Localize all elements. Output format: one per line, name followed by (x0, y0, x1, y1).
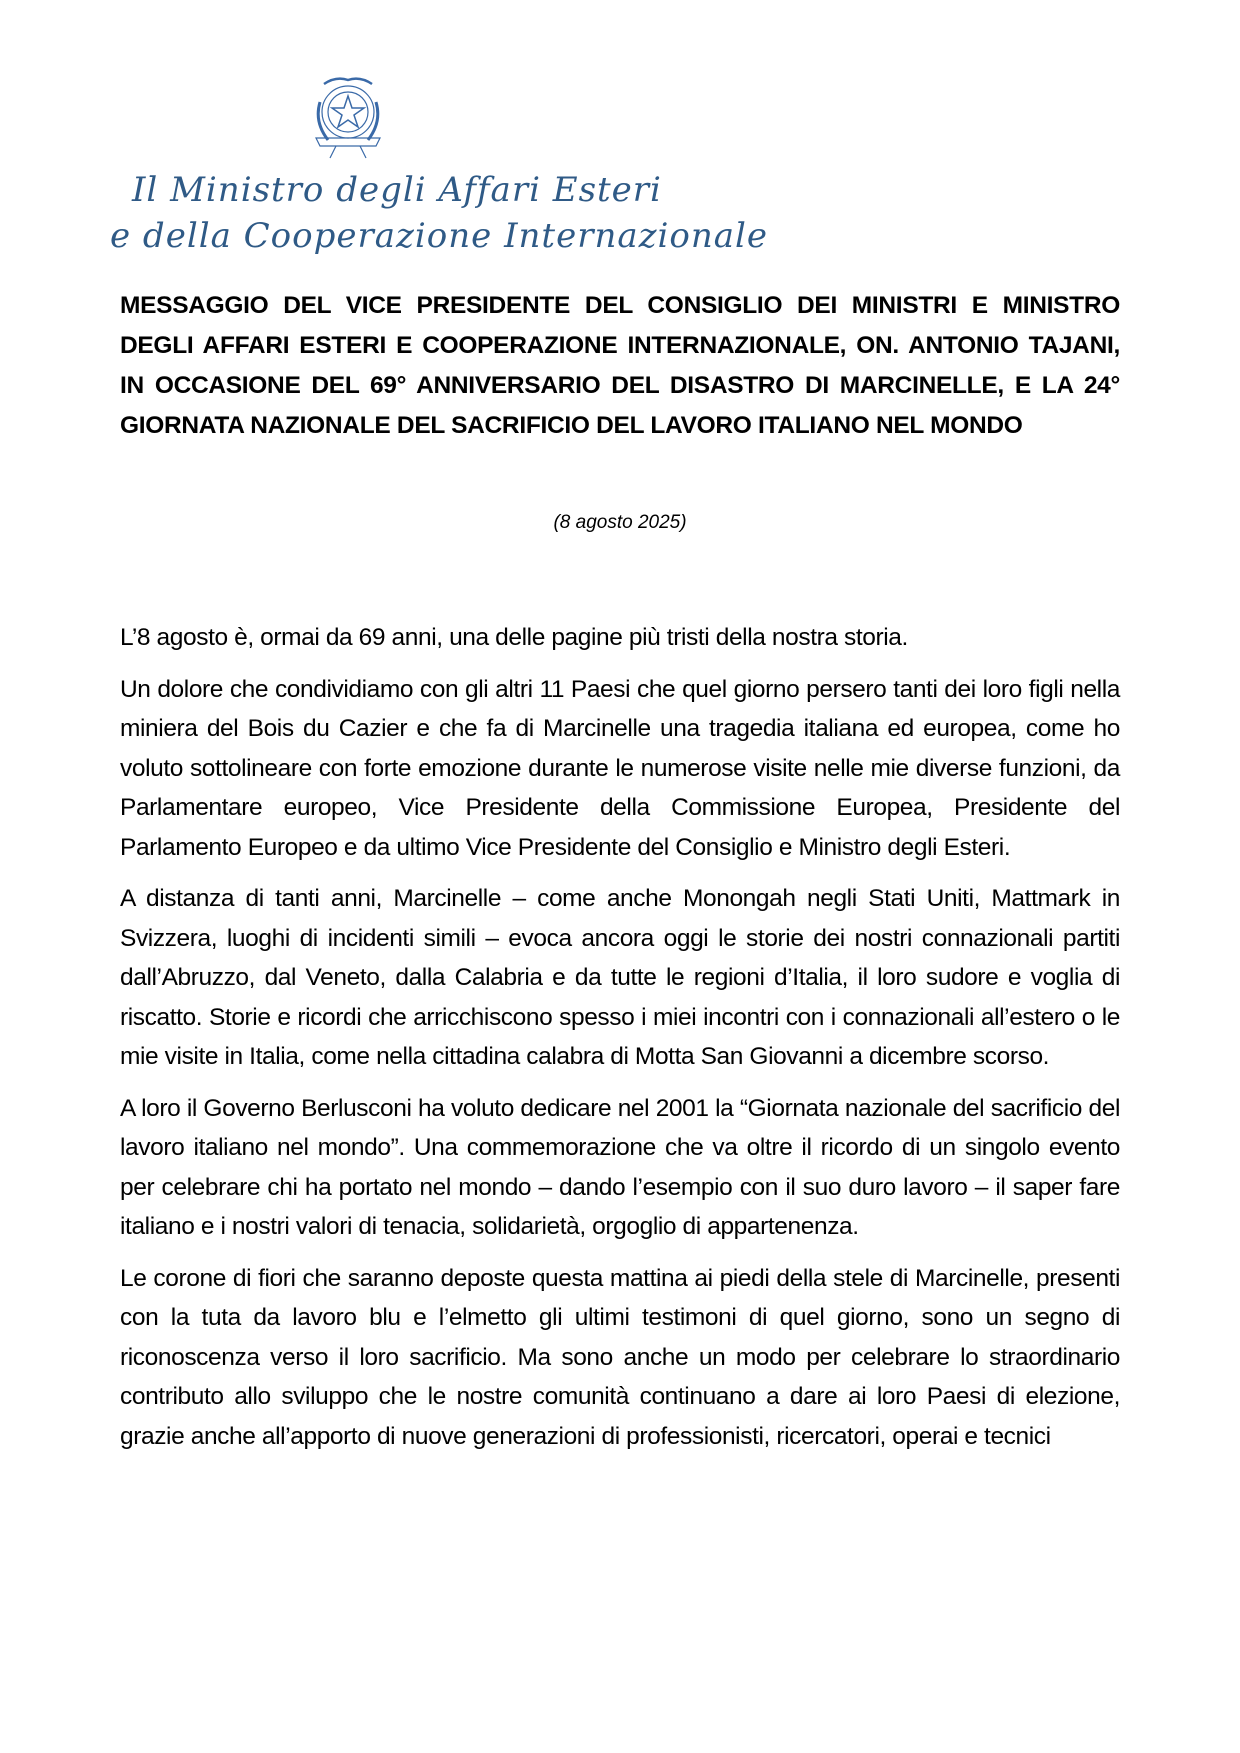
paragraph: A loro il Governo Berlusconi ha voluto dedicare nel 2001 la “Giornata nazionale del sacrificio del lavoro italiano nel mondo”. Una commemorazione che va oltre il ricordo di un singolo evento per celebrare chi ha portato nel mondo – dando l’esempio con il suo duro lavoro – il saper fare italiano e i nostri valori di tenacia, solidarietà, orgoglio di appartenenza. (120, 1094, 1120, 1240)
ministry-name-line2: e della Cooperazione Internazionale (110, 216, 769, 256)
paragraph: Un dolore che condividiamo con gli altri 11 Paesi che quel giorno persero tanti dei loro figli nella miniera del Bois du Cazier e che fa di Marcinelle una tragedia italiana ed europea, come ho voluto sottolineare con forte emozione durante le numerose visite nelle mie diverse funzioni, da Parlamentare europeo, Vice Presidente della Commissione Europea, Presidente del Parlamento Europeo e da ultimo Vice Presidente del Consiglio e Ministro degli Esteri. (120, 675, 1120, 861)
italian-republic-emblem-icon (306, 72, 390, 162)
letterhead (110, 70, 769, 260)
ministry-name-line1: Il Ministro degli Affari Esteri (132, 170, 662, 210)
paragraph: A distanza di tanti anni, Marcinelle – come anche Monongah negli Stati Uniti, Mattmark in Svizzera, luoghi di incidenti simili – evoca ancora oggi le storie dei nostri connazionali partiti dall’Abruzzo, dal Veneto, dalla Calabria e da tutte le regioni d’Italia, il loro sudore e voglia di riscatto. Storie e ricordi che arricchiscono spesso i miei incontri con i connazionali all’estero o le mie visite in Italia, come nella cittadina calabra di Motta San Giovanni a dicembre scorso. (120, 885, 1120, 1070)
document-body (120, 618, 1120, 1468)
document-date: (8 agosto 2025) (553, 512, 687, 533)
paragraph: Le corone di fiori che saranno deposte questa mattina ai piedi della stele di Marcinelle, presenti con la tuta da lavoro blu e l’elmetto gli ultimi testimoni di quel giorno, sono un segno di riconoscenza verso il loro sacrificio. Ma sono anche un modo per celebrare lo straordinario contributo allo sviluppo che le nostre comunità continuano a dare ai loro Paesi di elezione, grazie anche all’apporto di nuove generazioni di professionisti, ricercatori, operai e tecnici (120, 1264, 1120, 1450)
paragraph: L’8 agosto è, ormai da 69 anni, una delle pagine più tristi della nostra storia. (120, 624, 908, 651)
document-title: MESSAGGIO DEL VICE PRESIDENTE DEL CONSIGLIO DEI MINISTRI E MINISTRO DEGLI AFFARI ESTERI E COOPERAZIONE INTERNAZIONALE, ON. ANTONIO TAJANI, IN OCCASIONE DEL 69° ANNIVERSARIO DEL DISASTRO DI MARCINELLE, E LA 24° GIORNATA NAZIONALE DEL SACRIFICIO DEL LAVORO ITALIANO NEL MONDO (120, 292, 1120, 439)
